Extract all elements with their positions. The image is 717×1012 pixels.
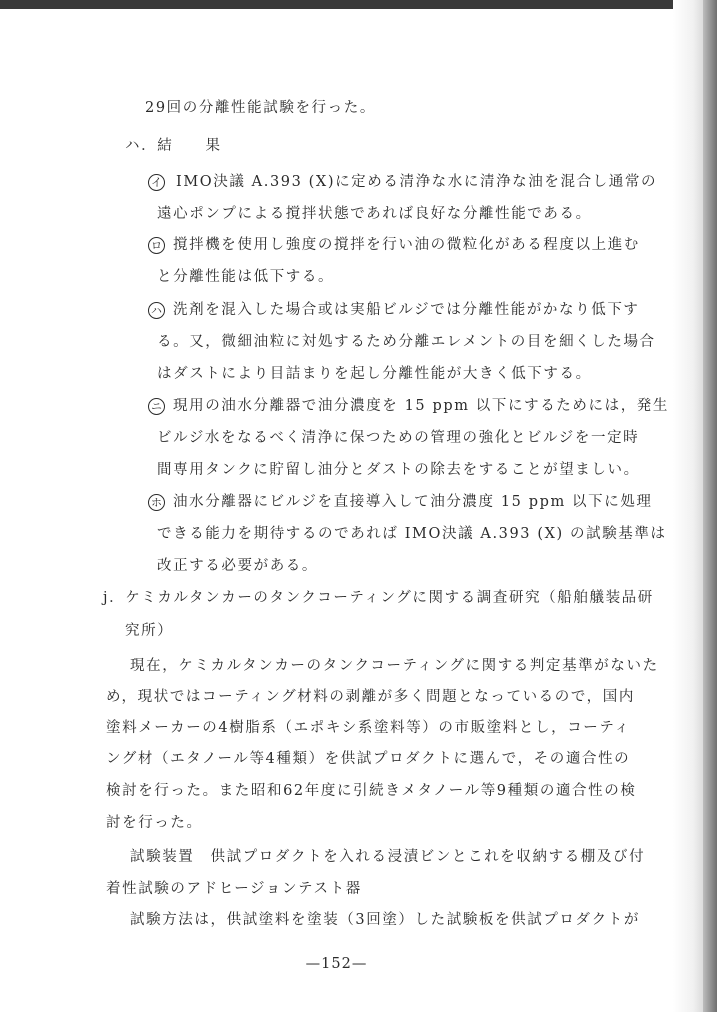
text-line: ング材（エタノール等4種類）を供試プロダクトに選んで，その適合性の bbox=[106, 751, 631, 767]
scan-top-shadow bbox=[0, 0, 717, 9]
text-line: 現在，ケミカルタンカーのタンクコーティングに関する判定基準がないた bbox=[130, 658, 659, 674]
circled-mark-i: イ bbox=[148, 174, 165, 191]
text-line: 討を行った。 bbox=[106, 815, 203, 831]
text-line: 塗料メーカーの4樹脂系（エポキシ系塗料等）の市販塗料とし，コーティ bbox=[106, 720, 631, 736]
text-line: はダストにより目詰まりを起し分離性能が大きく低下する。 bbox=[157, 366, 592, 382]
section-heading-j: j．ケミカルタンカーのタンクコーティングに関する調査研究（船舶艤装品研 bbox=[103, 590, 654, 606]
text-line: 撹拌機を使用し強度の撹拌を行い油の微粒化がある程度以上進む bbox=[173, 237, 640, 253]
text-line: 試験方法は，供試塗料を塗装（3回塗）した試験板を供試プロダクトが bbox=[130, 912, 640, 928]
page-number: —152— bbox=[305, 956, 368, 972]
text-line: 遠心ポンプによる撹拌状態であれば良好な分離性能である。 bbox=[157, 206, 592, 222]
text-line: 29回の分離性能試験を行った。 bbox=[145, 100, 376, 116]
text-line: IMO決議 A.393 (X)に定める清浄な水に清浄な油を混合し通常の bbox=[176, 174, 658, 190]
text-line: と分離性能は低下する。 bbox=[157, 269, 335, 285]
circled-mark-ha: ハ bbox=[148, 302, 165, 319]
circled-mark-ho: ホ bbox=[148, 494, 165, 511]
text-line: 改正する必要がある。 bbox=[157, 558, 318, 574]
text-line: 間専用タンクに貯留し油分とダストの除去をすることが望ましい。 bbox=[157, 462, 640, 478]
text-line: 検討を行った。また昭和62年度に引続きメタノール等9種類の適合性の検 bbox=[106, 783, 637, 799]
section-heading-results: ハ．結 果 bbox=[125, 138, 222, 154]
circled-mark-ro: ロ bbox=[148, 237, 165, 254]
text-line: できる能力を期待するのであれば IMO決議 A.393 (X) の試験基準は bbox=[157, 526, 667, 542]
text-line: め，現状ではコーティング材料の剥離が多く問題となっているので，国内 bbox=[106, 689, 635, 705]
circled-mark-ni: ニ bbox=[148, 398, 165, 415]
text-line: る。又，微細油粒に対処するため分離エレメントの目を細くした場合 bbox=[157, 334, 656, 350]
text-line: 油水分離器にビルジを直接導入して油分濃度 15 ppm 以下に処理 bbox=[173, 494, 653, 510]
text-line: 試験装置 供試プロダクトを入れる浸漬ビンとこれを収納する棚及び付 bbox=[130, 849, 646, 865]
scan-binding-shadow bbox=[703, 0, 717, 1012]
text-line: 洗剤を混入した場合或は実船ビルジでは分離性能がかなり低下す bbox=[173, 302, 640, 318]
text-line: 着性試験のアドヒージョンテスト器 bbox=[106, 881, 362, 897]
text-line: 究所） bbox=[125, 623, 174, 639]
text-line: ビルジ水をなるべく清浄に保つための管理の強化とビルジを一定時 bbox=[157, 430, 640, 446]
text-line: 現用の油水分離器で油分濃度を 15 ppm 以下にするためには，発生 bbox=[173, 398, 669, 414]
